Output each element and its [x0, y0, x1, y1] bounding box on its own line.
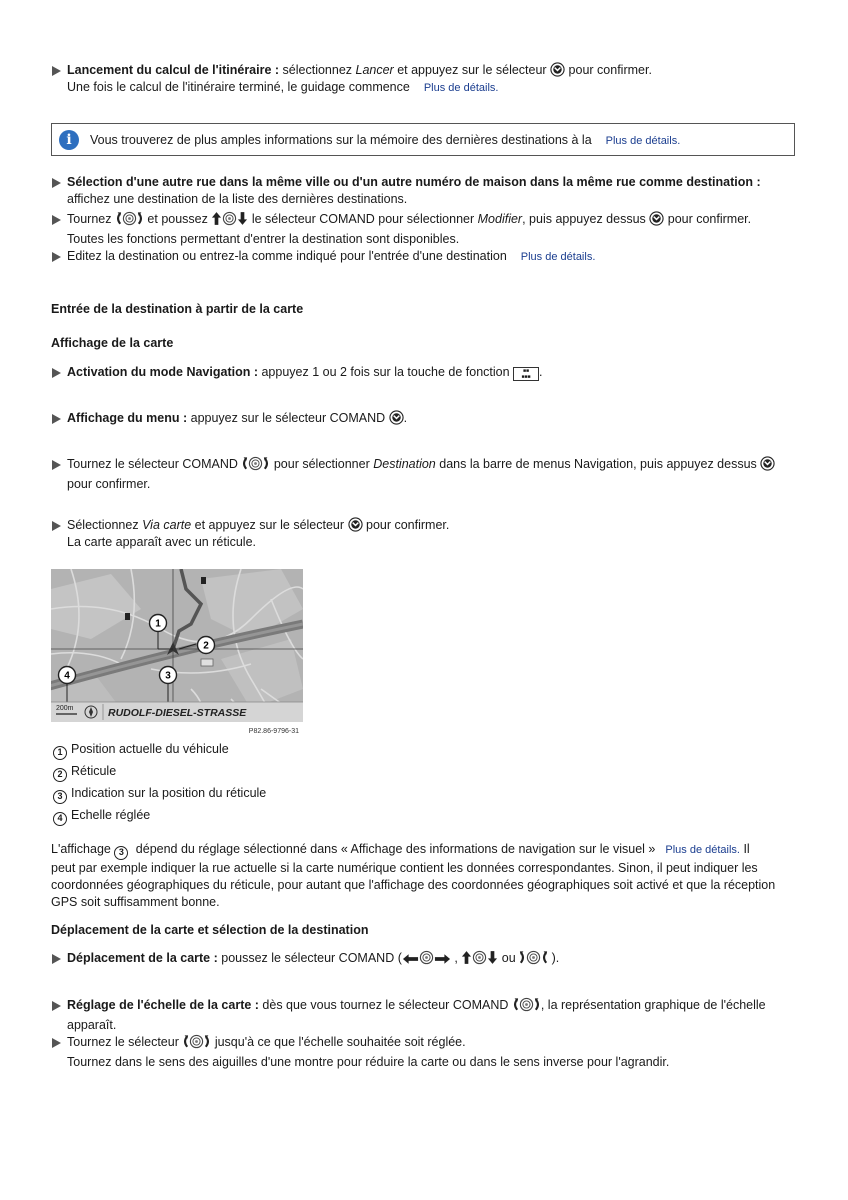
controller-slide-icon [402, 950, 451, 970]
display-explanation-paragraph: L'affichage 3 dépend du réglage sélectionné dans « Affichage des informations de navigation sur le visuel » Plus de détails. Il peut par exemple indiquer la rue actuelle si la carte numérique contient les données correspondantes. Sinon, il peut indiquer les coordonnées géographiques du réticule, pour autant que l'affichage des coordonnées géographiques soit activé et que la réception GPS soit suffisamment bonne. [51, 842, 776, 909]
step-move-map: Déplacement de la carte : poussez le sélecteur COMAND ( , ou ). [51, 950, 801, 970]
subsection-heading: Affichage de la carte [51, 336, 174, 350]
legend-number: 2 [53, 768, 67, 782]
legend-item: 2 Réticule [53, 763, 116, 782]
legend-number: 1 [53, 746, 67, 760]
step-show-menu: Affichage du menu : appuyez sur le sélecteur COMAND . [51, 410, 801, 427]
controller-slide-diagonal-icon [519, 950, 548, 970]
map-street-name: RUDOLF-DIESEL-STRASSE [108, 707, 247, 719]
bullet-triangle-icon [52, 1001, 61, 1011]
controller-turn-icon [115, 211, 144, 231]
figure-code: P82.86-9796-31 [248, 728, 299, 735]
legend-number: 4 [53, 812, 67, 826]
bullet-triangle-icon [52, 368, 61, 378]
map-marker-2-label: 2 [203, 640, 209, 652]
controller-press-icon [649, 211, 664, 226]
map-scale-label: 200m [56, 705, 74, 712]
bullet-triangle-icon [52, 178, 61, 188]
step-edit-destination: Editez la destination ou entrez-la comme indiqué pour l'entrée d'une destination Plus de détails. [51, 248, 801, 266]
legend-number: 3 [53, 790, 67, 804]
bullet-triangle-icon [52, 954, 61, 964]
controller-press-icon [550, 62, 565, 77]
step-turn-push-modify: Tournez et poussez le sélecteur COMAND pour sélectionner Modifier, puis appuyez dessus pour confirmer. Toutes les fonctions permettant d'entrer la destination sont disponibles. [51, 211, 801, 248]
step-start-route-calculation: Lancement du calcul de l'itinéraire : sélectionnez Lancer et appuyez sur le sélecteur pour confirmer. Une fois le calcul de l'itinéraire terminé, le guidage commence Plus de détails. [51, 62, 801, 97]
more-details-link[interactable]: Plus de détails. [665, 844, 740, 856]
bullet-triangle-icon [52, 414, 61, 424]
bullet-triangle-icon [52, 66, 61, 76]
controller-press-icon [389, 410, 404, 425]
controller-turn-icon [182, 1034, 211, 1054]
section-heading: Entrée de la destination à partir de la carte [51, 302, 304, 316]
navi-function-key-icon: ■■ ■■■ [513, 367, 539, 381]
navigation-map-image [51, 569, 303, 737]
bullet-triangle-icon [52, 521, 61, 531]
controller-turn-icon [241, 456, 270, 476]
step-select-destination: Tournez le sélecteur COMAND pour sélectionner Destination dans la barre de menus Navigation, puis appuyez dessus pour confirmer. [51, 456, 801, 493]
more-details-link[interactable]: Plus de détails. [423, 82, 499, 94]
more-details-link[interactable]: Plus de détails. [520, 251, 596, 263]
section-heading: Déplacement de la carte et sélection de la destination [51, 923, 369, 937]
info-note: i Vous trouverez de plus amples informations sur la mémoire des dernières destinations à la Plus de détails. [51, 123, 795, 156]
map-marker-4-label: 4 [64, 670, 70, 682]
bullet-triangle-icon [52, 460, 61, 470]
legend-item: 3 Indication sur la position du réticule [53, 785, 266, 804]
map-graphic [51, 569, 303, 737]
controller-turn-icon [512, 997, 541, 1017]
bullet-triangle-icon [52, 215, 61, 225]
legend-number: 3 [114, 846, 128, 860]
bullet-triangle-icon [52, 252, 61, 262]
legend-item: 1 Position actuelle du véhicule [53, 741, 229, 760]
step-turn-scale: Tournez le sélecteur jusqu'à ce que l'échelle souhaitée soit réglée. Tournez dans le sens des aiguilles d'une montre pour réduire la carte ou dans le sens inverse pour l'agrandir. [51, 1034, 801, 1071]
more-details-link[interactable]: Plus de détails. [605, 135, 681, 147]
controller-press-icon [760, 456, 775, 471]
controller-press-icon [348, 517, 363, 532]
map-marker-1-label: 1 [155, 618, 161, 630]
info-icon: i [59, 130, 79, 150]
step-activate-navigation: Activation du mode Navigation : appuyez 1 ou 2 fois sur la touche de fonction ■■ ■■■ . [51, 364, 801, 381]
legend-item: 4 Echelle réglée [53, 807, 150, 826]
bullet-triangle-icon [52, 1038, 61, 1048]
controller-slide-icon [211, 211, 248, 231]
step-map-scale: Réglage de l'échelle de la carte : dès que vous tournez le sélecteur COMAND , la représentation graphique de l'échelle apparaît. [51, 997, 801, 1034]
step-select-other-street: Sélection d'une autre rue dans la même ville ou d'un autre numéro de maison dans la même rue comme destination : affichez une destination de la liste des dernières destinations. [51, 174, 801, 208]
step-select-via-map: Sélectionnez Via carte et appuyez sur le sélecteur pour confirmer. La carte apparaît avec un réticule. [51, 517, 801, 551]
controller-slide-icon [461, 950, 498, 970]
map-marker-3-label: 3 [165, 670, 171, 682]
